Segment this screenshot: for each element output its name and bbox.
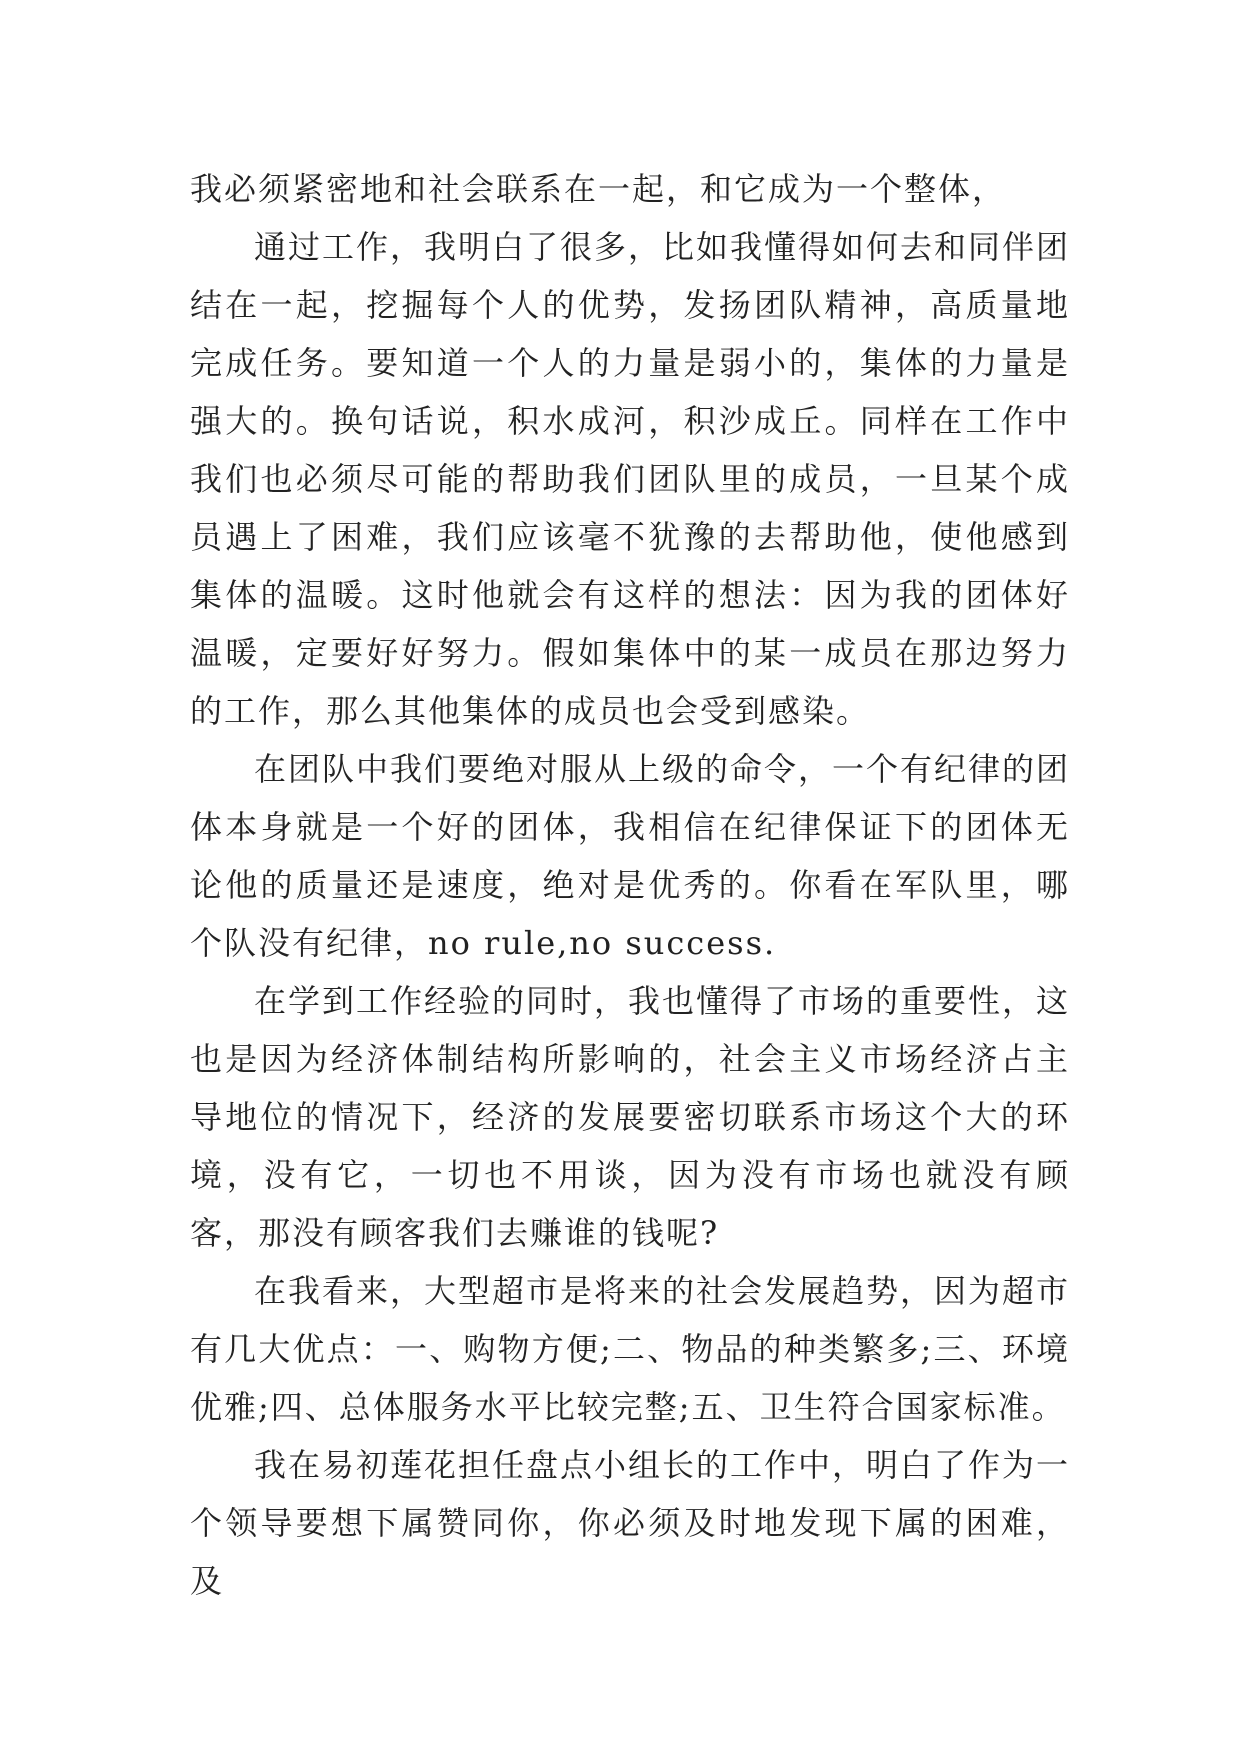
paragraph-discipline: 在团队中我们要绝对服从上级的命令，一个有纪律的团体本身就是一个好的团体，我相信在纪律保证下的团体无论他的质量还是速度，绝对是优秀的。你看在军队里，哪个队没有纪律，no rule,no success. [190,750,1071,962]
body-text [190,160,1070,1610]
paragraph-supermarket: 在我看来，大型超市是将来的社会发展趋势，因为超市有几大优点：一、购物方便;二、物品的种类繁多;三、环境优雅;四、总体服务水平比较完整;五、卫生符合国家标准。 [190,1272,1071,1426]
paragraph-leadership: 我在易初莲花担任盘点小组长的工作中，明白了作为一个领导要想下属赞同你，你必须及时地发现下属的困难，及 [190,1446,1071,1600]
paragraph-market: 在学到工作经验的同时，我也懂得了市场的重要性，这也是因为经济体制结构所影响的，社会主义市场经济占主导地位的情况下，经济的发展要密切联系市场这个大的环境，没有它，一切也不用谈，因为没有市场也就没有顾客，那没有顾客我们去赚谁的钱呢? [190,982,1071,1252]
paragraph-continuation: 我必须紧密地和社会联系在一起，和它成为一个整体， [190,170,1007,208]
paragraph-teamwork: 通过工作，我明白了很多，比如我懂得如何去和同伴团结在一起，挖掘每个人的优势，发扬团队精神，高质量地完成任务。要知道一个人的力量是弱小的，集体的力量是强大的。换句话说，积水成河，积沙成丘。同样在工作中我们也必须尽可能的帮助我们团队里的成员，一旦某个成员遇上了困难，我们应该毫不犹豫的去帮助他，使他感到集体的温暖。这时他就会有这样的想法：因为我的团体好温暖，定要好好努力。假如集体中的某一成员在那边努力的工作，那么其他集体的成员也会受到感染。 [190,228,1071,730]
